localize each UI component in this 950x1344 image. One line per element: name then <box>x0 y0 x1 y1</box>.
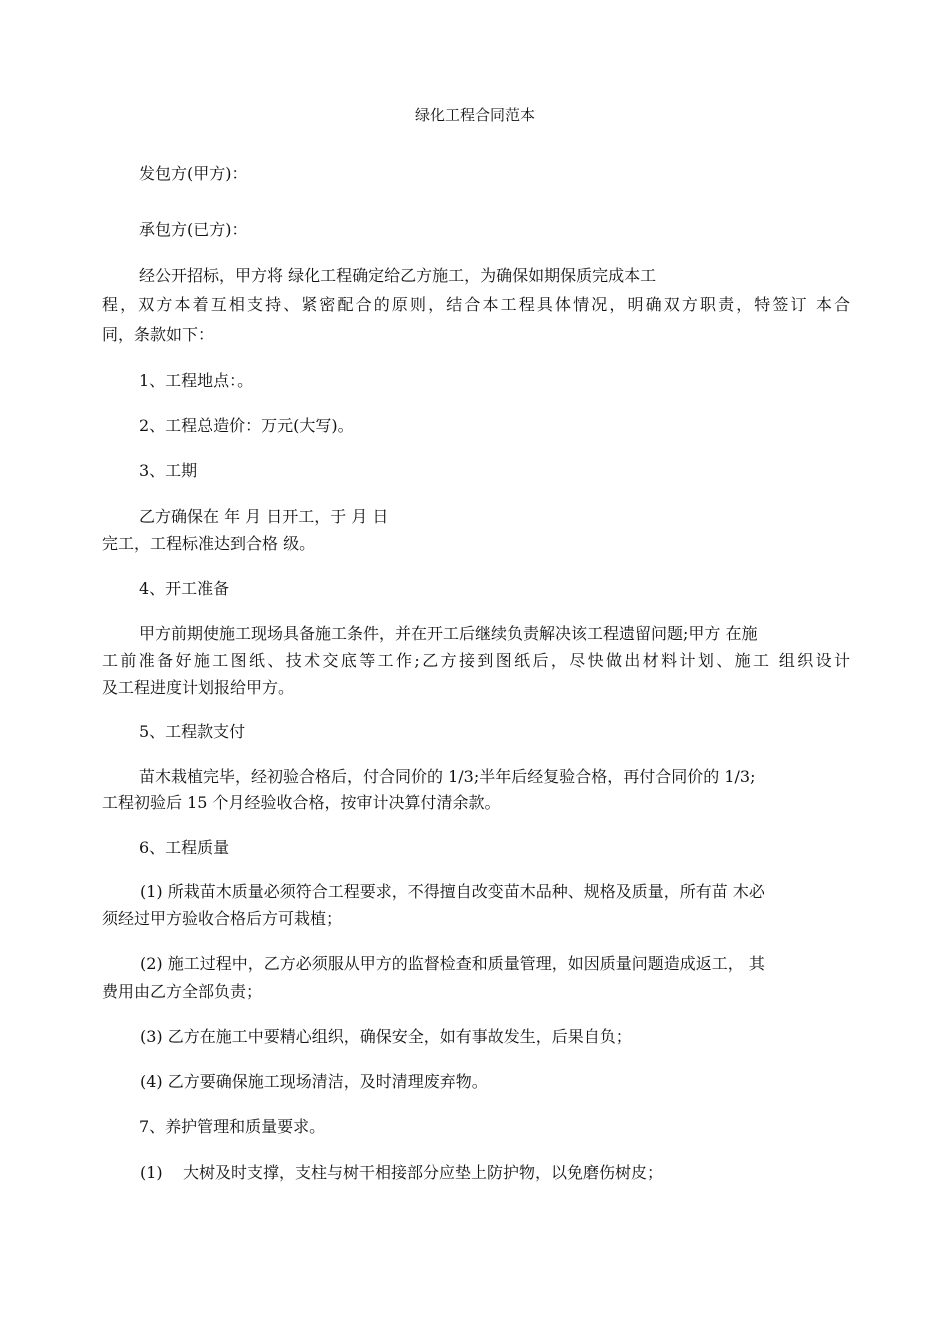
clause-6-heading: 6、工程质量 <box>139 838 230 857</box>
clause-3-body-1: 乙方确保在 年 月 日开工，于 月 日 <box>139 507 389 526</box>
clause-6-item-1-line-2: 须经过甲方验收合格后方可栽植； <box>102 909 343 928</box>
clause-5-heading: 5、工程款支付 <box>139 722 246 741</box>
clause-6-item-3: (3) 乙方在施工中要精心组织，确保安全，如有事故发生，后果自负； <box>140 1027 632 1046</box>
intro-line-1: 经公开招标，甲方将 绿化工程确定给乙方施工，为确保如期保质完成本工 <box>139 266 657 285</box>
clause-7-heading: 7、养护管理和质量要求。 <box>139 1117 326 1136</box>
intro-line-3: 同，条款如下： <box>102 325 215 344</box>
clause-4-body-1: 甲方前期使施工现场具备施工条件，并在开工后继续负责解决该工程遗留问题;甲方 在施 <box>139 624 758 643</box>
party-b-line: 承包方(已方)： <box>139 220 248 239</box>
clause-6-item-2-line-1: (2) 施工过程中，乙方必须服从甲方的监督检查和质量管理，如因质量问题造成返工， 其 <box>140 954 765 973</box>
clause-7-item-1: (1) 大树及时支撑，支柱与树干相接部分应垫上防护物，以免磨伤树皮； <box>140 1163 664 1182</box>
clause-6-item-1-line-1: (1) 所栽苗木质量必须符合工程要求，不得擅自改变苗木品种、规格及质量，所有苗 木必 <box>140 882 765 901</box>
clause-6-item-2-line-2: 费用由乙方全部负责； <box>102 982 263 1001</box>
intro-line-2: 程，双方本着互相支持、紧密配合的原则，结合本工程具体情况，明确双方职责，特签订 本合 <box>102 295 850 314</box>
clause-1-location: 1、工程地点：。 <box>139 371 254 390</box>
clause-3-heading: 3、工期 <box>139 461 198 480</box>
clause-5-body-1: 苗木栽植完毕，经初验合格后，付合同价的 1/3;半年后经复验合格，再付合同价的 1/3; <box>139 767 756 786</box>
clause-2-price: 2、工程总造价：万元(大写)。 <box>139 416 354 435</box>
clause-4-body-2: 工前准备好施工图纸、技术交底等工作;乙方接到图纸后，尽快做出材料计划、施工 组织设计 <box>102 651 850 670</box>
clause-5-body-2: 工程初验后 15 个月经验收合格，按审计决算付清余款。 <box>102 793 501 812</box>
document-title: 绿化工程合同范本 <box>414 106 535 124</box>
clause-6-item-4: (4) 乙方要确保施工现场清洁，及时清理废弃物。 <box>140 1072 488 1091</box>
clause-4-heading: 4、开工准备 <box>139 579 230 598</box>
party-a-line: 发包方(甲方)： <box>139 164 248 183</box>
clause-3-body-2: 完工，工程标准达到合格 级。 <box>102 534 316 553</box>
clause-4-body-3: 及工程进度计划报给甲方。 <box>102 678 295 697</box>
